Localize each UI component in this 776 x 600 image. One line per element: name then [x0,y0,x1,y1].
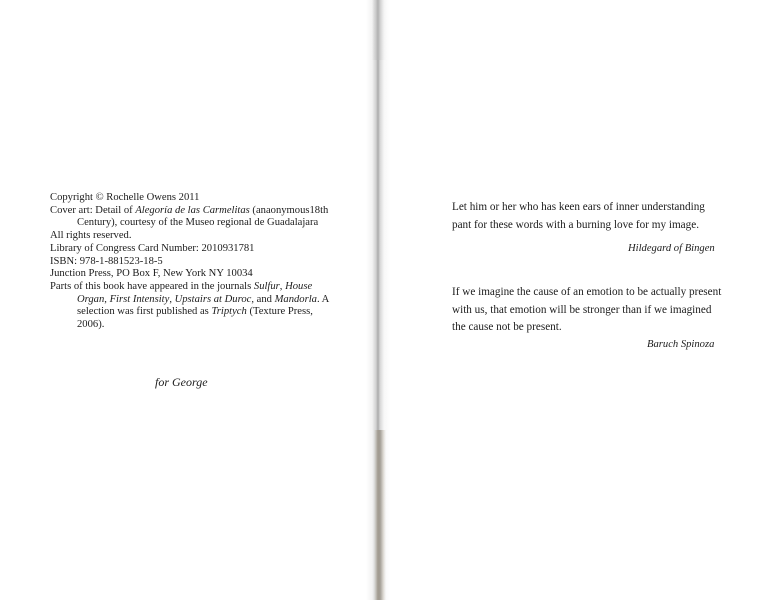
epigraph-line: the cause not be present. [452,321,562,333]
epigraph-spinoza [452,284,752,337]
cover-art-line: Cover art: Detail of Alegoría de las Carmelitas (anaonymous18th [50,204,329,216]
epigraph-line: Let him or her who has keen ears of inner understanding [452,201,705,213]
acknowledgments-line-3: selection was first published as Triptych (Texture Press, [77,306,313,318]
triptych-title: Triptych [211,306,247,318]
journal-upstairs-at-duroc: Upstairs at Duroc [174,293,252,305]
rights-line: All rights reserved. [50,230,132,242]
acknowledgments-line-1: Parts of this book have appeared in the journals Sulfur, House [50,280,313,292]
publisher-line: Junction Press, PO Box F, New York NY 10034 [50,268,253,280]
left-page [0,0,372,600]
gutter-shadow-top [372,0,386,60]
acknowledgments-line-2: Organ, First Intensity, Upstairs at Duroc, and Mandorla. A [77,293,330,305]
journal-first-intensity: First Intensity [109,293,170,305]
library-of-congress-line: Library of Congress Card Number: 2010931781 [50,242,255,254]
isbn-line: ISBN: 978-1-881523-18-5 [50,255,163,267]
dedication: for George [155,375,208,389]
epigraph-line: with us, that emotion will be stronger than if we imagined [452,303,712,316]
copyright-line: Copyright © Rochelle Owens 2011 [50,192,200,203]
acknowledgments-line-4: 2006). [77,319,105,331]
cover-art-title: Alegoría de las Carmelitas [135,204,250,216]
epigraph-hildegard [452,199,752,234]
journal-sulfur: Sulfur [253,280,280,292]
epigraph-line: If we imagine the cause of an emotion to be actually present [452,286,722,298]
attribution-spinoza: Baruch Spinoza [647,339,715,350]
epigraph-line: pant for these words with a burning love for my image. [452,218,699,231]
attribution-hildegard: Hildegard of Bingen [628,243,715,254]
gutter-shadow-bottom [374,430,386,600]
copyright-block [50,192,350,332]
cover-art-line-2: Century), courtesy of the Museo regional de Guadalajara [77,217,319,229]
journal-mandorla: Mandorla [274,293,317,305]
journal-house-organ: House [285,280,313,292]
